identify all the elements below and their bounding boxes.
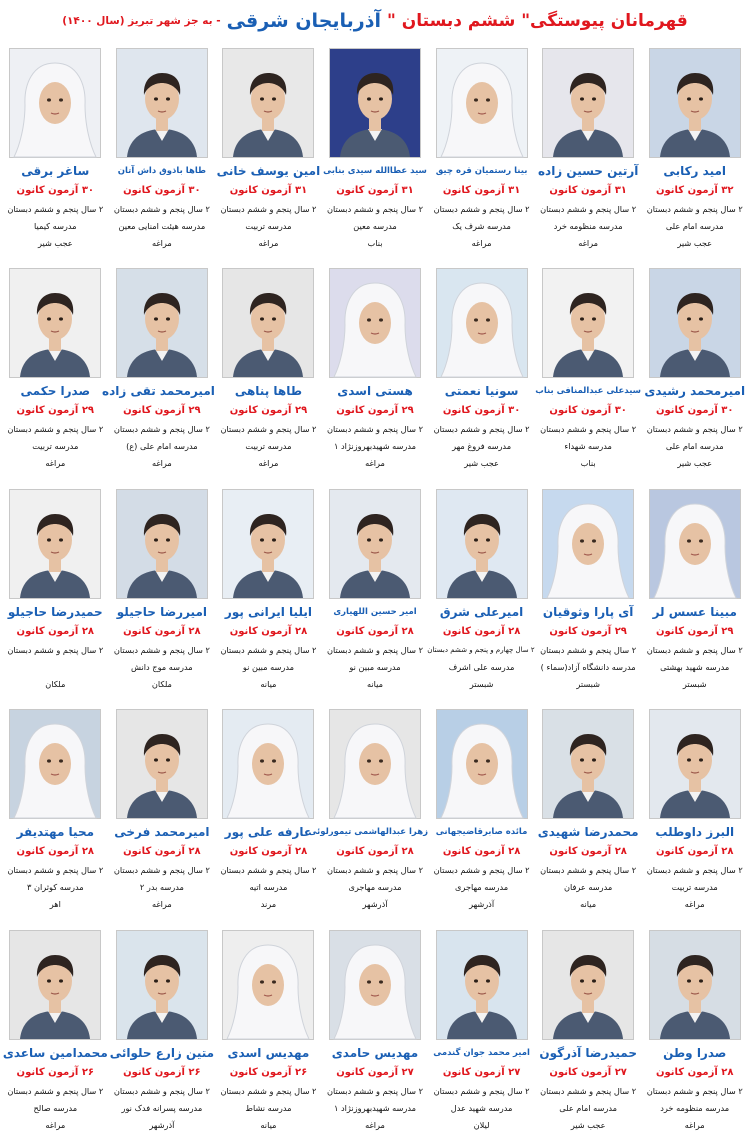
student-school: مدرسه نشاط xyxy=(245,1102,292,1113)
student-name: زهرا عبدالهاشمی تیمورلوئی xyxy=(308,827,429,838)
student-photo xyxy=(436,268,528,378)
student-name: مائده صابرقاضیجهانی xyxy=(435,827,528,838)
student-city: شبستر xyxy=(576,678,600,689)
students-grid xyxy=(2,44,748,1146)
student-card xyxy=(322,926,429,1146)
student-school: مدرسه تربیت xyxy=(245,441,292,452)
student-score: ۲۹ آزمون کانون xyxy=(229,405,308,417)
student-score: ۳۰ آزمون کانون xyxy=(16,185,95,196)
student-program: ۲ سال پنجم و ششم دبستان xyxy=(433,865,530,876)
student-score: ۲۷ آزمون کانون xyxy=(549,1066,627,1078)
student-city: اهر xyxy=(49,899,61,910)
student-score: ۲۸ آزمون کانون xyxy=(16,846,95,858)
student-card xyxy=(535,264,642,484)
student-photo xyxy=(9,489,101,599)
student-program: ۲ سال پنجم و ششم دبستان xyxy=(7,424,104,435)
student-photo xyxy=(329,930,421,1040)
student-card xyxy=(428,264,535,484)
student-city: مراغه xyxy=(578,238,599,248)
student-name: سیدعلی عبدالمنافی بناب xyxy=(535,386,642,397)
student-name: صدرا وطن xyxy=(663,1045,727,1060)
student-city: عجب شیر xyxy=(37,238,73,248)
student-school: مدرسه شهداء xyxy=(564,441,612,452)
student-city: مرند xyxy=(260,899,277,910)
student-card xyxy=(641,926,748,1146)
student-photo xyxy=(222,268,314,378)
student-card xyxy=(2,926,109,1146)
student-photo xyxy=(222,930,314,1040)
student-city: میانه xyxy=(580,899,597,910)
student-city: آذرشهر xyxy=(362,899,388,910)
student-city: میانه xyxy=(260,678,277,689)
student-school: مدرسه امام علی (ع) xyxy=(126,441,198,452)
student-card xyxy=(641,264,748,484)
student-city: عجب شیر xyxy=(570,1119,606,1130)
student-card xyxy=(2,264,109,484)
student-city: مراغه xyxy=(365,458,385,469)
student-photo xyxy=(116,709,208,819)
student-program: ۲ سال پنجم و ششم دبستان xyxy=(540,644,637,655)
student-school: مدرسه شرف یک xyxy=(452,221,511,231)
student-program: ۲ سال پنجم و ششم دبستان xyxy=(7,204,104,214)
student-score: ۳۰ آزمون کانون xyxy=(123,185,201,196)
student-city: عجب شیر xyxy=(464,458,499,469)
student-photo xyxy=(222,48,314,158)
student-score: ۳۲ آزمون کانون xyxy=(655,185,734,196)
student-card xyxy=(535,485,642,705)
student-name: مبینا عسس لر xyxy=(652,604,737,619)
student-program: ۲ سال پنجم و ششم دبستان xyxy=(113,424,210,435)
student-name: سید عطاالله سیدی بنابی xyxy=(323,166,427,176)
student-program: ۲ سال پنجم و ششم دبستان xyxy=(7,865,104,876)
student-score: ۲۶ آزمون کانون xyxy=(123,1066,201,1078)
student-card xyxy=(322,264,429,484)
student-city: بناب xyxy=(580,458,596,469)
student-school: مدرسه معین xyxy=(353,221,397,231)
student-score: ۲۹ آزمون کانون xyxy=(549,625,627,637)
student-card xyxy=(215,926,322,1146)
student-photo xyxy=(222,489,314,599)
student-score: ۲۸ آزمون کانون xyxy=(123,625,201,637)
student-score: ۲۷ آزمون کانون xyxy=(336,1066,414,1078)
student-name: حمیدرضا آذرگون xyxy=(539,1045,637,1060)
title-note: - به جز شهر تبریز (سال ۱۴۰۰) xyxy=(62,15,221,27)
student-card xyxy=(2,44,109,264)
student-card xyxy=(109,44,216,264)
student-school: مدرسه منظومه خرد xyxy=(553,221,623,231)
student-name: ایلیا ایرانی پور xyxy=(224,604,312,619)
student-city: مراغه xyxy=(471,238,492,248)
student-photo xyxy=(222,709,314,819)
student-card xyxy=(109,926,216,1146)
student-name: طاها باذوق داش آتان xyxy=(117,166,207,176)
student-school: مدرسه تربیت xyxy=(245,221,292,231)
student-program: ۲ سال پنجم و ششم دبستان xyxy=(646,424,743,435)
student-photo xyxy=(649,709,741,819)
student-school: مدرسه موج دانش xyxy=(131,661,193,672)
student-city: ملکان xyxy=(45,678,66,689)
student-program: ۲ سال پنجم و ششم دبستان xyxy=(327,644,423,655)
student-name: صدرا حکمی xyxy=(20,384,91,399)
student-name: البرز داوطلب xyxy=(655,825,735,840)
student-score: ۲۸ آزمون کانون xyxy=(442,846,521,858)
student-photo xyxy=(116,930,208,1040)
student-program: ۲ سال پنجم و ششم دبستان xyxy=(220,865,317,876)
student-program: ۲ سال پنجم و ششم دبستان xyxy=(220,1085,317,1096)
student-program: ۲ سال پنجم و ششم دبستان xyxy=(7,1085,104,1096)
student-school: مدرسه کیمیا xyxy=(34,221,77,231)
student-city: مراغه xyxy=(45,458,66,469)
student-name: محمدرضا شهیدی xyxy=(537,825,639,840)
student-name: آی پارا وثوقیان xyxy=(542,604,634,619)
student-program: ۲ سال چهارم و پنجم و ششم دبستان xyxy=(427,645,535,654)
student-school: مدرسه امام علی xyxy=(665,441,724,452)
student-card xyxy=(2,705,109,925)
student-photo xyxy=(329,48,421,158)
student-program: ۲ سال پنجم و ششم دبستان xyxy=(540,865,637,876)
student-name: سونیا نعمتی xyxy=(444,384,519,399)
student-name: مهدیس اسدی xyxy=(227,1045,310,1060)
student-school: مدرسه شهیدبهروزنژاد ۱ xyxy=(333,1102,417,1113)
student-photo xyxy=(9,930,101,1040)
student-program: ۲ سال پنجم و ششم دبستان xyxy=(113,865,210,876)
student-score: ۲۸ آزمون کانون xyxy=(442,625,521,637)
student-card xyxy=(308,705,429,925)
student-program: ۲ سال پنجم و ششم دبستان xyxy=(433,204,530,214)
student-name: آرتین حسین زاده xyxy=(537,164,639,178)
student-school: مدرسه شهیدبهروزنژاد ۱ xyxy=(333,441,417,452)
student-name: امین یوسف خانی xyxy=(216,164,321,178)
student-card xyxy=(641,44,748,264)
student-score: ۲۶ آزمون کانون xyxy=(229,1066,308,1078)
student-card xyxy=(215,705,322,925)
student-name: امیررضا حاجیلو xyxy=(116,604,207,619)
student-school: مدرسه فروغ مهر xyxy=(452,441,512,452)
student-program: ۲ سال پنجم و ششم دبستان xyxy=(327,1085,423,1096)
student-program: ۲ سال پنجم و ششم دبستان xyxy=(220,204,317,214)
title-part1: قهرمانان پیوستگی" ششم دبستان " xyxy=(387,11,688,31)
student-name: امیرمحمد تقی زاده xyxy=(102,384,215,399)
student-photo xyxy=(542,489,634,599)
student-school: مدرسه مبین نو xyxy=(242,661,295,672)
student-photo xyxy=(649,930,741,1040)
student-photo xyxy=(436,709,528,819)
student-city: آذرشهر xyxy=(469,899,495,910)
student-photo xyxy=(116,489,208,599)
student-program: ۲ سال پنجم و ششم دبستان xyxy=(540,424,637,435)
student-card xyxy=(322,485,429,705)
student-program: ۲ سال پنجم و ششم دبستان xyxy=(113,644,210,655)
student-name: محمدامین ساعدی xyxy=(2,1045,108,1060)
student-photo xyxy=(649,268,741,378)
student-city: مراغه xyxy=(258,238,279,248)
student-program: ۲ سال پنجم و ششم دبستان xyxy=(220,424,317,435)
student-program: ۲ سال پنجم و ششم دبستان xyxy=(646,865,743,876)
student-photo xyxy=(9,268,101,378)
page-header xyxy=(0,0,750,42)
student-score: ۲۸ آزمون کانون xyxy=(336,846,414,858)
student-city: لیلان xyxy=(473,1119,490,1130)
student-program: ۲ سال پنجم و ششم دبستان xyxy=(646,644,743,655)
student-school: مدرسه اتیه xyxy=(249,882,288,893)
student-school: مدرسه تربیت xyxy=(671,882,718,893)
student-card xyxy=(428,926,535,1146)
student-name: طاها پناهی xyxy=(234,384,303,399)
student-school: مدرسه صالح xyxy=(33,1102,78,1113)
student-card xyxy=(109,705,216,925)
student-photo xyxy=(542,930,634,1040)
student-photo xyxy=(649,48,741,158)
student-city: مراغه xyxy=(151,458,172,469)
student-photo xyxy=(542,709,634,819)
student-photo xyxy=(542,48,634,158)
student-school: مدرسه پسرانه فدک نور xyxy=(121,1102,203,1113)
student-photo xyxy=(9,48,101,158)
student-photo xyxy=(436,489,528,599)
student-school: مدرسه شهید بهشتی xyxy=(660,661,730,672)
student-photo xyxy=(436,48,528,158)
student-score: ۲۹ آزمون کانون xyxy=(16,405,95,417)
student-program: ۲ سال پنجم و ششم دبستان xyxy=(327,865,423,876)
student-city: مراغه xyxy=(45,1119,66,1130)
student-score: ۳۰ آزمون کانون xyxy=(549,405,627,417)
student-card xyxy=(641,485,748,705)
student-program: ۲ سال پنجم و ششم دبستان xyxy=(646,1085,743,1096)
student-city: مراغه xyxy=(151,899,172,910)
student-card xyxy=(215,485,322,705)
student-score: ۲۸ آزمون کانون xyxy=(655,846,734,858)
student-name: بینا رستمیان قره چیق xyxy=(435,166,528,176)
student-score: ۲۸ آزمون کانون xyxy=(229,625,308,637)
student-school: مدرسه بدر ۲ xyxy=(139,882,184,893)
student-school: مدرسه مهاجری xyxy=(455,882,509,893)
student-card xyxy=(428,44,535,264)
student-school: مدرسه منظومه خرد xyxy=(660,1102,730,1113)
student-name: حمیدرضا حاجیلو xyxy=(7,604,103,619)
student-name: مهدیس حامدی xyxy=(331,1045,419,1060)
student-name: هستی اسدی xyxy=(337,384,413,399)
student-name: امید رکابی xyxy=(663,164,727,178)
student-name: امیرعلی شرق xyxy=(439,604,524,619)
student-city: مراغه xyxy=(684,899,705,910)
student-photo xyxy=(116,48,208,158)
student-score: ۲۹ آزمون کانون xyxy=(123,405,201,417)
student-name: متین زارع حلوائی xyxy=(109,1045,215,1060)
student-score: ۲۸ آزمون کانون xyxy=(16,625,95,637)
student-school: مدرسه مهاجری xyxy=(348,882,402,893)
student-school: مدرسه هیئت امنایی معین xyxy=(118,221,206,231)
student-school: مدرسه مبین نو xyxy=(349,661,401,672)
student-card xyxy=(322,44,429,264)
student-score: ۳۱ آزمون کانون xyxy=(442,185,521,196)
student-photo xyxy=(329,489,421,599)
student-name: محیا مهتدیفر xyxy=(16,825,95,840)
student-score: ۲۸ آزمون کانون xyxy=(336,625,414,637)
student-program: ۲ سال پنجم و ششم دبستان xyxy=(220,644,317,655)
student-card xyxy=(102,264,216,484)
student-score: ۳۰ آزمون کانون xyxy=(442,405,521,417)
student-score: ۳۱ آزمون کانون xyxy=(549,185,627,196)
student-card xyxy=(641,705,748,925)
student-score: ۲۹ آزمون کانون xyxy=(336,405,414,417)
student-city: شبستر xyxy=(682,678,707,689)
student-city: آذرشهر xyxy=(149,1119,175,1130)
student-card xyxy=(428,705,535,925)
student-score: ۲۷ آزمون کانون xyxy=(442,1066,521,1078)
student-city: مراغه xyxy=(258,458,279,469)
student-program: ۲ سال پنجم و ششم دبستان xyxy=(113,204,210,214)
student-city: عجب شیر xyxy=(677,458,713,469)
student-city: بناب xyxy=(367,238,383,248)
student-photo xyxy=(542,268,634,378)
student-school: مدرسه کوثران ۳ xyxy=(26,882,84,893)
student-name: امیرمحمد رشیدی xyxy=(644,384,746,399)
title-region: آذربایجان شرقی xyxy=(226,10,381,32)
student-city: مراغه xyxy=(151,238,172,248)
student-school: مدرسه شهید عدل xyxy=(450,1102,513,1113)
student-score: ۲۸ آزمون کانون xyxy=(549,846,627,858)
student-photo xyxy=(116,268,208,378)
student-score: ۲۸ آزمون کانون xyxy=(123,846,201,858)
student-card xyxy=(428,485,535,705)
student-city: میانه xyxy=(260,1119,277,1130)
student-school: مدرسه تربیت xyxy=(32,441,79,452)
student-score: ۳۱ آزمون کانون xyxy=(229,185,308,196)
student-score: ۳۱ آزمون کانون xyxy=(336,185,414,196)
student-program: ۲ سال پنجم و ششم دبستان xyxy=(540,204,637,214)
student-photo xyxy=(649,489,741,599)
student-program: ۲ سال پنجم و ششم دبستان xyxy=(540,1085,637,1096)
student-program: ۲ سال پنجم و ششم دبستان xyxy=(433,424,530,435)
student-score: ۲۸ آزمون کانون xyxy=(655,1066,734,1078)
student-name: عارفه علی پور xyxy=(224,825,313,840)
student-score: ۲۸ آزمون کانون xyxy=(229,846,308,858)
student-program: ۲ سال پنجم و ششم دبستان xyxy=(7,644,104,655)
student-school: مدرسه امام علی xyxy=(559,1102,618,1113)
student-card xyxy=(215,264,322,484)
student-photo xyxy=(436,930,528,1040)
student-city: مراغه xyxy=(365,1119,385,1130)
student-program: ۲ سال پنجم و ششم دبستان xyxy=(327,424,423,435)
student-name: امیرمحمد فرخی xyxy=(114,825,210,840)
student-city: مراغه xyxy=(684,1119,705,1130)
student-school: مدرسه دانشگاه آزاد(سماء ) xyxy=(540,661,636,672)
student-photo xyxy=(9,709,101,819)
student-city: میانه xyxy=(367,678,384,689)
student-school: مدرسه عرفان xyxy=(563,882,613,893)
student-photo xyxy=(329,268,421,378)
student-city: شبستر xyxy=(469,678,494,689)
student-name: امیر حسین اللهیاری xyxy=(333,606,417,617)
student-name: امیر محمد جوان گندمی xyxy=(433,1047,530,1058)
student-photo xyxy=(329,709,421,819)
student-city: ملکان xyxy=(151,678,172,689)
student-city: عجب شیر xyxy=(677,238,713,248)
student-school: مدرسه امام علی xyxy=(665,221,724,231)
student-card xyxy=(535,926,642,1146)
student-school: مدرسه علی اشرف xyxy=(448,661,515,672)
student-program: ۲ سال پنجم و ششم دبستان xyxy=(646,204,743,214)
student-score: ۲۶ آزمون کانون xyxy=(16,1066,95,1078)
student-name: ساغر برقی xyxy=(21,164,90,178)
student-card xyxy=(2,485,109,705)
student-card xyxy=(109,485,216,705)
student-program: ۲ سال پنجم و ششم دبستان xyxy=(327,204,423,214)
student-card xyxy=(535,705,642,925)
student-card xyxy=(535,44,642,264)
student-program: ۲ سال پنجم و ششم دبستان xyxy=(113,1085,210,1096)
student-score: ۲۹ آزمون کانون xyxy=(655,625,734,637)
student-card xyxy=(215,44,322,264)
student-score: ۳۰ آزمون کانون xyxy=(655,405,734,417)
student-program: ۲ سال پنجم و ششم دبستان xyxy=(433,1085,530,1096)
